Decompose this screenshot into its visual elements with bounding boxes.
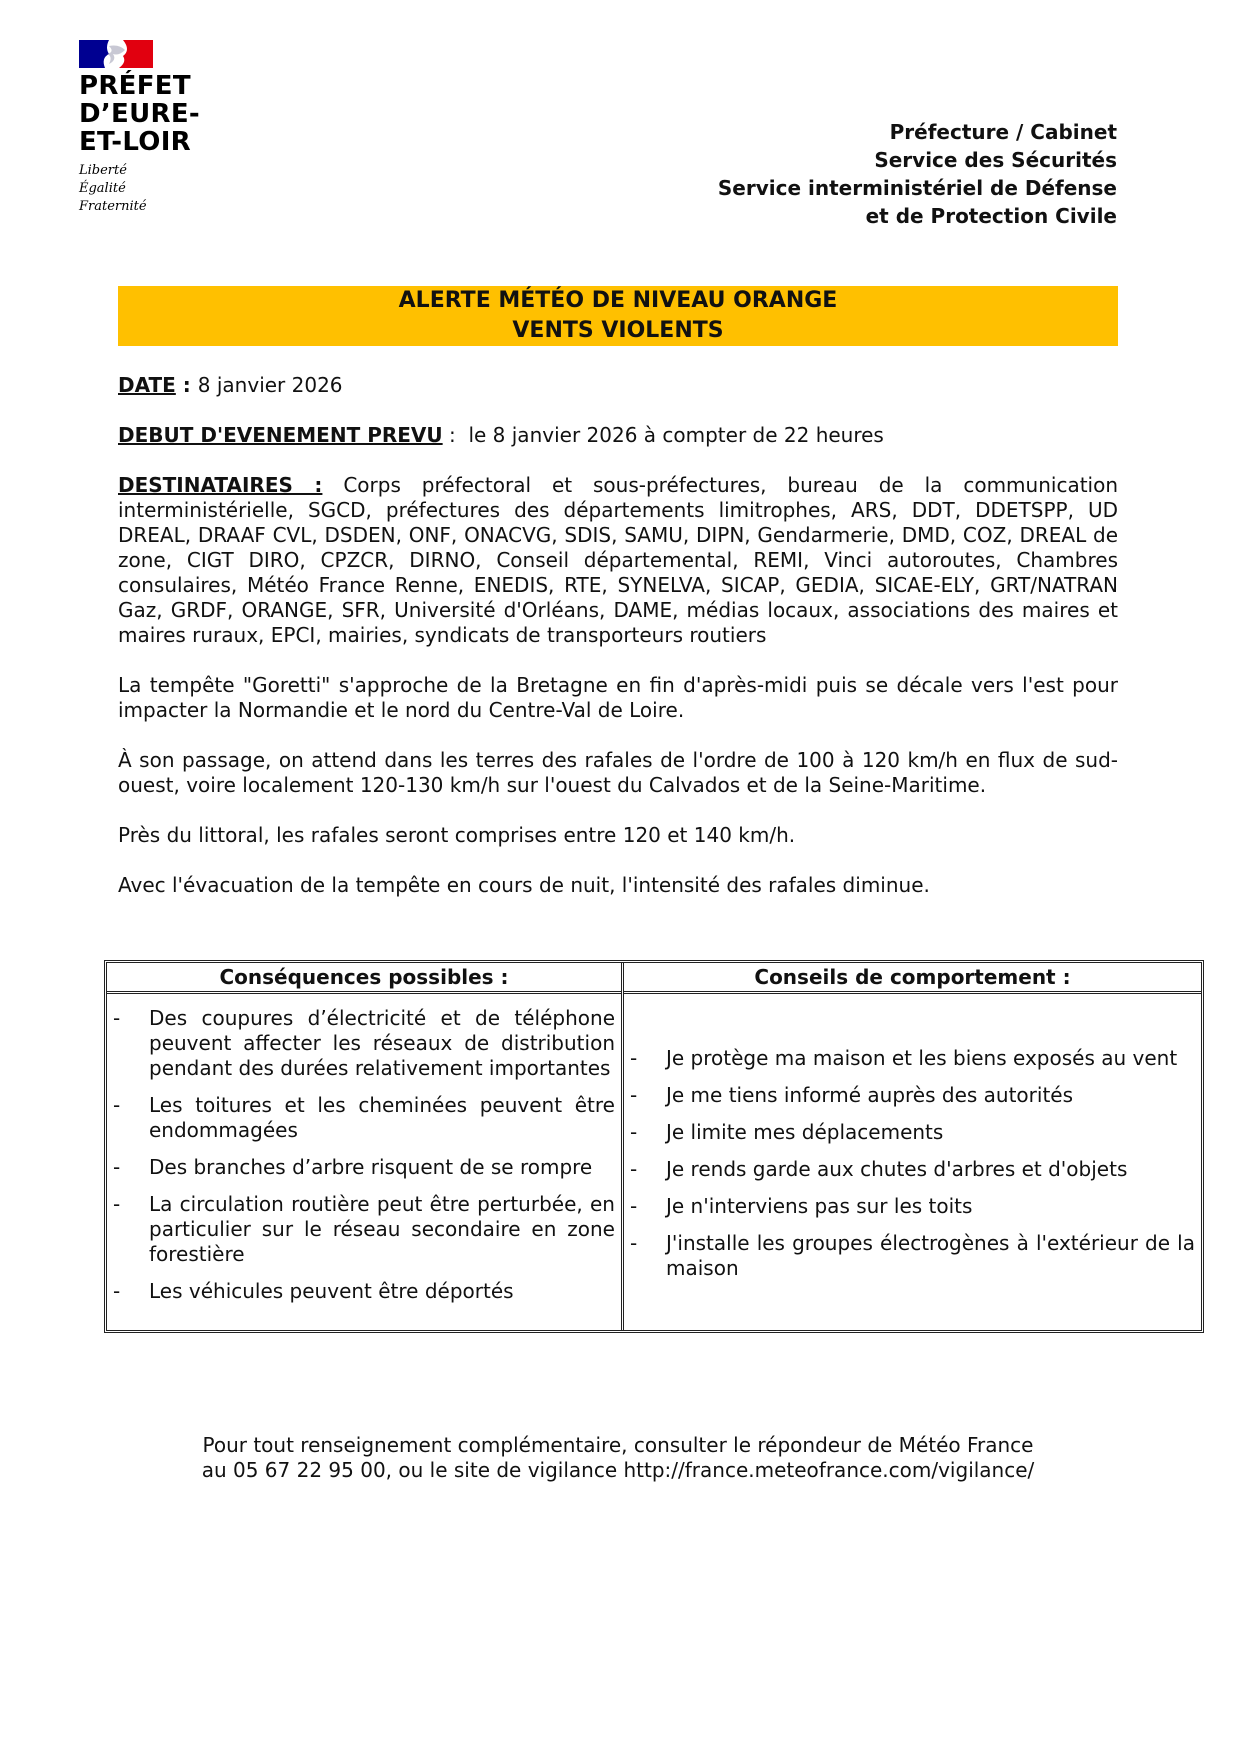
debut-line (118, 423, 1118, 448)
conseils-list (624, 994, 1201, 1281)
date-label: DATE (118, 373, 176, 397)
list-item (624, 1046, 1201, 1071)
list-item (107, 1279, 621, 1304)
prefet-title-line: D’EURE- (79, 99, 201, 129)
bullet-dash: - (630, 1194, 638, 1218)
consequences-conseils-table (104, 960, 1204, 1333)
bullet-dash: - (630, 1046, 638, 1070)
destinataires-value: Corps préfectoral et sous-préfectures, bureau de la communication interministérielle, SGCD, préfectures des départements limitrophes, ARS, DDT, DDETSPP, UD DREAL, DRAAF CVL, DSDEN, ONF, ONACVG, SDIS, SAMU, DIPN, Gendarmerie, DMD, COZ, DREAL de zone, CIGT DIRO, CPZCR, DIRNO, Conseil départemental, REMI, Vinci autoroutes, Chambres consulaires, Météo France Renne, ENEDIS, RTE, SYNELVA, SICAP, GEDIA, SICAE-ELY, GRT/NATRAN Gaz, GRDF, ORANGE, SFR, Université d'Orléans, DAME, médias locaux, associations des maires et maires ruraux, EPCI, mairies, syndicats de transporteurs routiers (118, 473, 1119, 647)
alert-subtitle: VENTS VIOLENTS (512, 318, 724, 343)
republic-motto (79, 162, 279, 216)
list-item (107, 1006, 621, 1081)
alert-content (118, 373, 1118, 898)
consequence-text: Des coupures d’électricité et de téléphone peuvent affecter les réseaux de distribution pendant des durées relativement importantes (149, 1006, 615, 1080)
list-item (624, 1120, 1201, 1145)
prefet-title-line: ET-LOIR (79, 127, 192, 157)
prefecture-logo-block (79, 40, 279, 216)
body-paragraph: À son passage, on attend dans les terres des rafales de l'ordre de 100 à 120 km/h en flux de sud-ouest, voire localement 120-130 km/h sur l'ouest du Calvados et de la Seine-Maritime. (118, 748, 1118, 797)
prefet-title-line: PRÉFET (79, 71, 191, 101)
destinataires-paragraph (118, 473, 1118, 648)
list-item (107, 1192, 621, 1267)
motto-line: Fraternité (79, 199, 147, 214)
list-item (624, 1194, 1201, 1219)
consequences-column (107, 963, 624, 1330)
bullet-dash: - (630, 1157, 638, 1181)
alert-banner (118, 286, 1118, 346)
consequence-text: Les toitures et les cheminées peuvent être endommagées (149, 1093, 615, 1142)
motto-line: Égalité (79, 181, 126, 196)
conseil-text: Je me tiens informé auprès des autorités (666, 1083, 1074, 1107)
footer-line: au 05 67 22 95 00, ou le site de vigilance http://france.meteofrance.com/vigilance/ (201, 1458, 1035, 1482)
bullet-dash: - (630, 1120, 638, 1144)
date-colon: : (175, 373, 198, 397)
list-item (107, 1155, 621, 1180)
bullet-dash: - (113, 1155, 121, 1179)
alert-title: ALERTE MÉTÉO DE NIVEAU ORANGE (398, 288, 838, 313)
service-line: Service interministériel de Défense (717, 176, 1117, 200)
date-line (118, 373, 1118, 398)
date-value: 8 janvier 2026 (197, 373, 343, 397)
bullet-dash: - (630, 1083, 638, 1107)
list-item (624, 1231, 1201, 1281)
service-header (718, 118, 1117, 230)
bullet-dash: - (113, 1006, 121, 1030)
consequences-header: Conséquences possibles : (107, 963, 621, 994)
conseil-text: Je n'interviens pas sur les toits (666, 1194, 973, 1218)
body-paragraph: Avec l'évacuation de la tempête en cours de nuit, l'intensité des rafales diminue. (118, 873, 930, 897)
bullet-dash: - (113, 1093, 121, 1117)
debut-value: le 8 janvier 2026 à compter de 22 heures (468, 423, 884, 447)
body-paragraph: Près du littoral, les rafales seront comprises entre 120 et 140 km/h. (118, 823, 796, 847)
conseil-text: Je rends garde aux chutes d'arbres et d'objets (666, 1157, 1128, 1181)
prefet-title (79, 72, 279, 156)
bullet-dash: - (630, 1231, 638, 1255)
conseils-column (624, 963, 1201, 1330)
list-item (624, 1083, 1201, 1108)
republique-flag-icon (79, 40, 153, 68)
motto-line: Liberté (79, 163, 127, 178)
service-line: et de Protection Civile (865, 204, 1117, 228)
conseils-header: Conseils de comportement : (624, 963, 1201, 994)
bullet-dash: - (113, 1279, 121, 1303)
service-line: Préfecture / Cabinet (889, 120, 1117, 144)
footer-line: Pour tout renseignement complémentaire, consulter le répondeur de Météo France (202, 1433, 1034, 1457)
destinataires-label: DESTINATAIRES : (118, 473, 323, 497)
service-line: Service des Sécurités (874, 148, 1117, 172)
debut-label: DEBUT D'EVENEMENT PREVU (118, 423, 443, 447)
consequence-text: La circulation routière peut être perturbée, en particulier sur le réseau secondaire en zone forestière (149, 1192, 615, 1266)
consequence-text: Les véhicules peuvent être déportés (149, 1279, 514, 1303)
footer-info (118, 1433, 1118, 1483)
bullet-dash: - (113, 1192, 121, 1216)
debut-colon: : (442, 423, 469, 447)
conseil-text: J'installe les groupes électrogènes à l'extérieur de la maison (666, 1231, 1195, 1280)
consequences-list (107, 994, 621, 1304)
conseil-text: Je limite mes déplacements (666, 1120, 944, 1144)
list-item (624, 1157, 1201, 1182)
list-item (107, 1093, 621, 1143)
body-paragraph: La tempête "Goretti" s'approche de la Bretagne en fin d'après-midi puis se décale vers l'est pour impacter la Normandie et le nord du Centre-Val de Loire. (118, 673, 1118, 722)
conseil-text: Je protège ma maison et les biens exposés au vent (666, 1046, 1178, 1070)
consequence-text: Des branches d’arbre risquent de se rompre (149, 1155, 593, 1179)
